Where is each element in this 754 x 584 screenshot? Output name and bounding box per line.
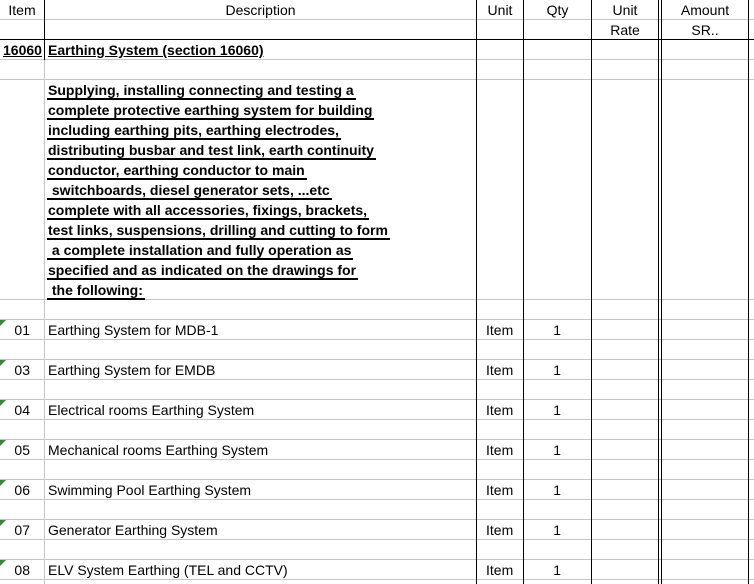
item-number[interactable]: 03 [14,362,30,378]
spec-line[interactable]: a complete installation and fully operation as [48,242,352,258]
spec-line[interactable]: including earthing pits, earthing electrodes, [48,122,339,138]
item-number[interactable]: 05 [14,442,30,458]
item-qty[interactable]: 1 [553,402,561,418]
column-border [476,0,477,584]
item-unit[interactable]: Item [486,442,514,458]
column-border [658,0,659,584]
item-number[interactable]: 04 [14,402,30,418]
item-number[interactable]: 07 [14,522,30,538]
item-description[interactable]: ELV System Earthing (TEL and CCTV) [48,562,288,578]
item-unit[interactable]: Item [486,362,514,378]
section-code[interactable]: 16060 [3,42,42,58]
header-unit-rate-line2: Rate [610,22,640,38]
item-unit[interactable]: Item [486,322,514,338]
spec-line[interactable]: test links, suspensions, drilling and cutting to form [48,222,388,238]
header-amount: Amount [680,2,730,18]
item-description[interactable]: Electrical rooms Earthing System [48,402,255,418]
header-unit-rate: Unit [612,2,638,18]
item-unit[interactable]: Item [486,482,514,498]
item-unit[interactable]: Item [486,562,514,578]
spec-line[interactable]: complete with all accessories, fixings, brackets, [48,202,368,218]
item-number[interactable]: 08 [14,562,30,578]
spec-line[interactable]: specified and as indicated on the drawings for [48,262,357,278]
item-description[interactable]: Swimming Pool Earthing System [48,482,252,498]
item-qty[interactable]: 1 [553,562,561,578]
header-qty: Qty [546,2,569,18]
item-description[interactable]: Generator Earthing System [48,522,218,538]
item-qty[interactable]: 1 [553,482,561,498]
gridline [44,60,45,584]
header-item: Item [8,2,36,18]
item-description[interactable]: Mechanical rooms Earthing System [48,442,269,458]
item-description[interactable]: Earthing System for EMDB [48,362,216,378]
header-description: Description [225,2,296,18]
item-qty[interactable]: 1 [553,362,561,378]
header-amount-line2: SR.. [691,22,719,38]
spec-line[interactable]: switchboards, diesel generator sets, ...etc [48,182,330,198]
item-qty[interactable]: 1 [553,442,561,458]
item-unit[interactable]: Item [486,522,514,538]
spec-line[interactable]: Supplying, installing connecting and testing a [48,82,354,98]
item-description[interactable]: Earthing System for MDB-1 [48,322,219,338]
column-border [591,0,592,584]
item-qty[interactable]: 1 [553,322,561,338]
column-border [661,0,662,584]
item-number[interactable]: 06 [14,482,30,498]
column-border [748,0,749,584]
item-unit[interactable]: Item [486,402,514,418]
spec-line[interactable]: conductor, earthing conductor to main [48,162,305,178]
item-qty[interactable]: 1 [553,522,561,538]
spec-line[interactable]: complete protective earthing system for building [48,102,373,118]
item-number[interactable]: 01 [14,322,30,338]
spec-line[interactable]: distributing busbar and test link, earth continuity [48,142,374,158]
section-title[interactable]: Earthing System (section 16060) [48,42,264,58]
header-unit: Unit [487,2,513,18]
spec-line[interactable]: the following: [48,282,143,298]
